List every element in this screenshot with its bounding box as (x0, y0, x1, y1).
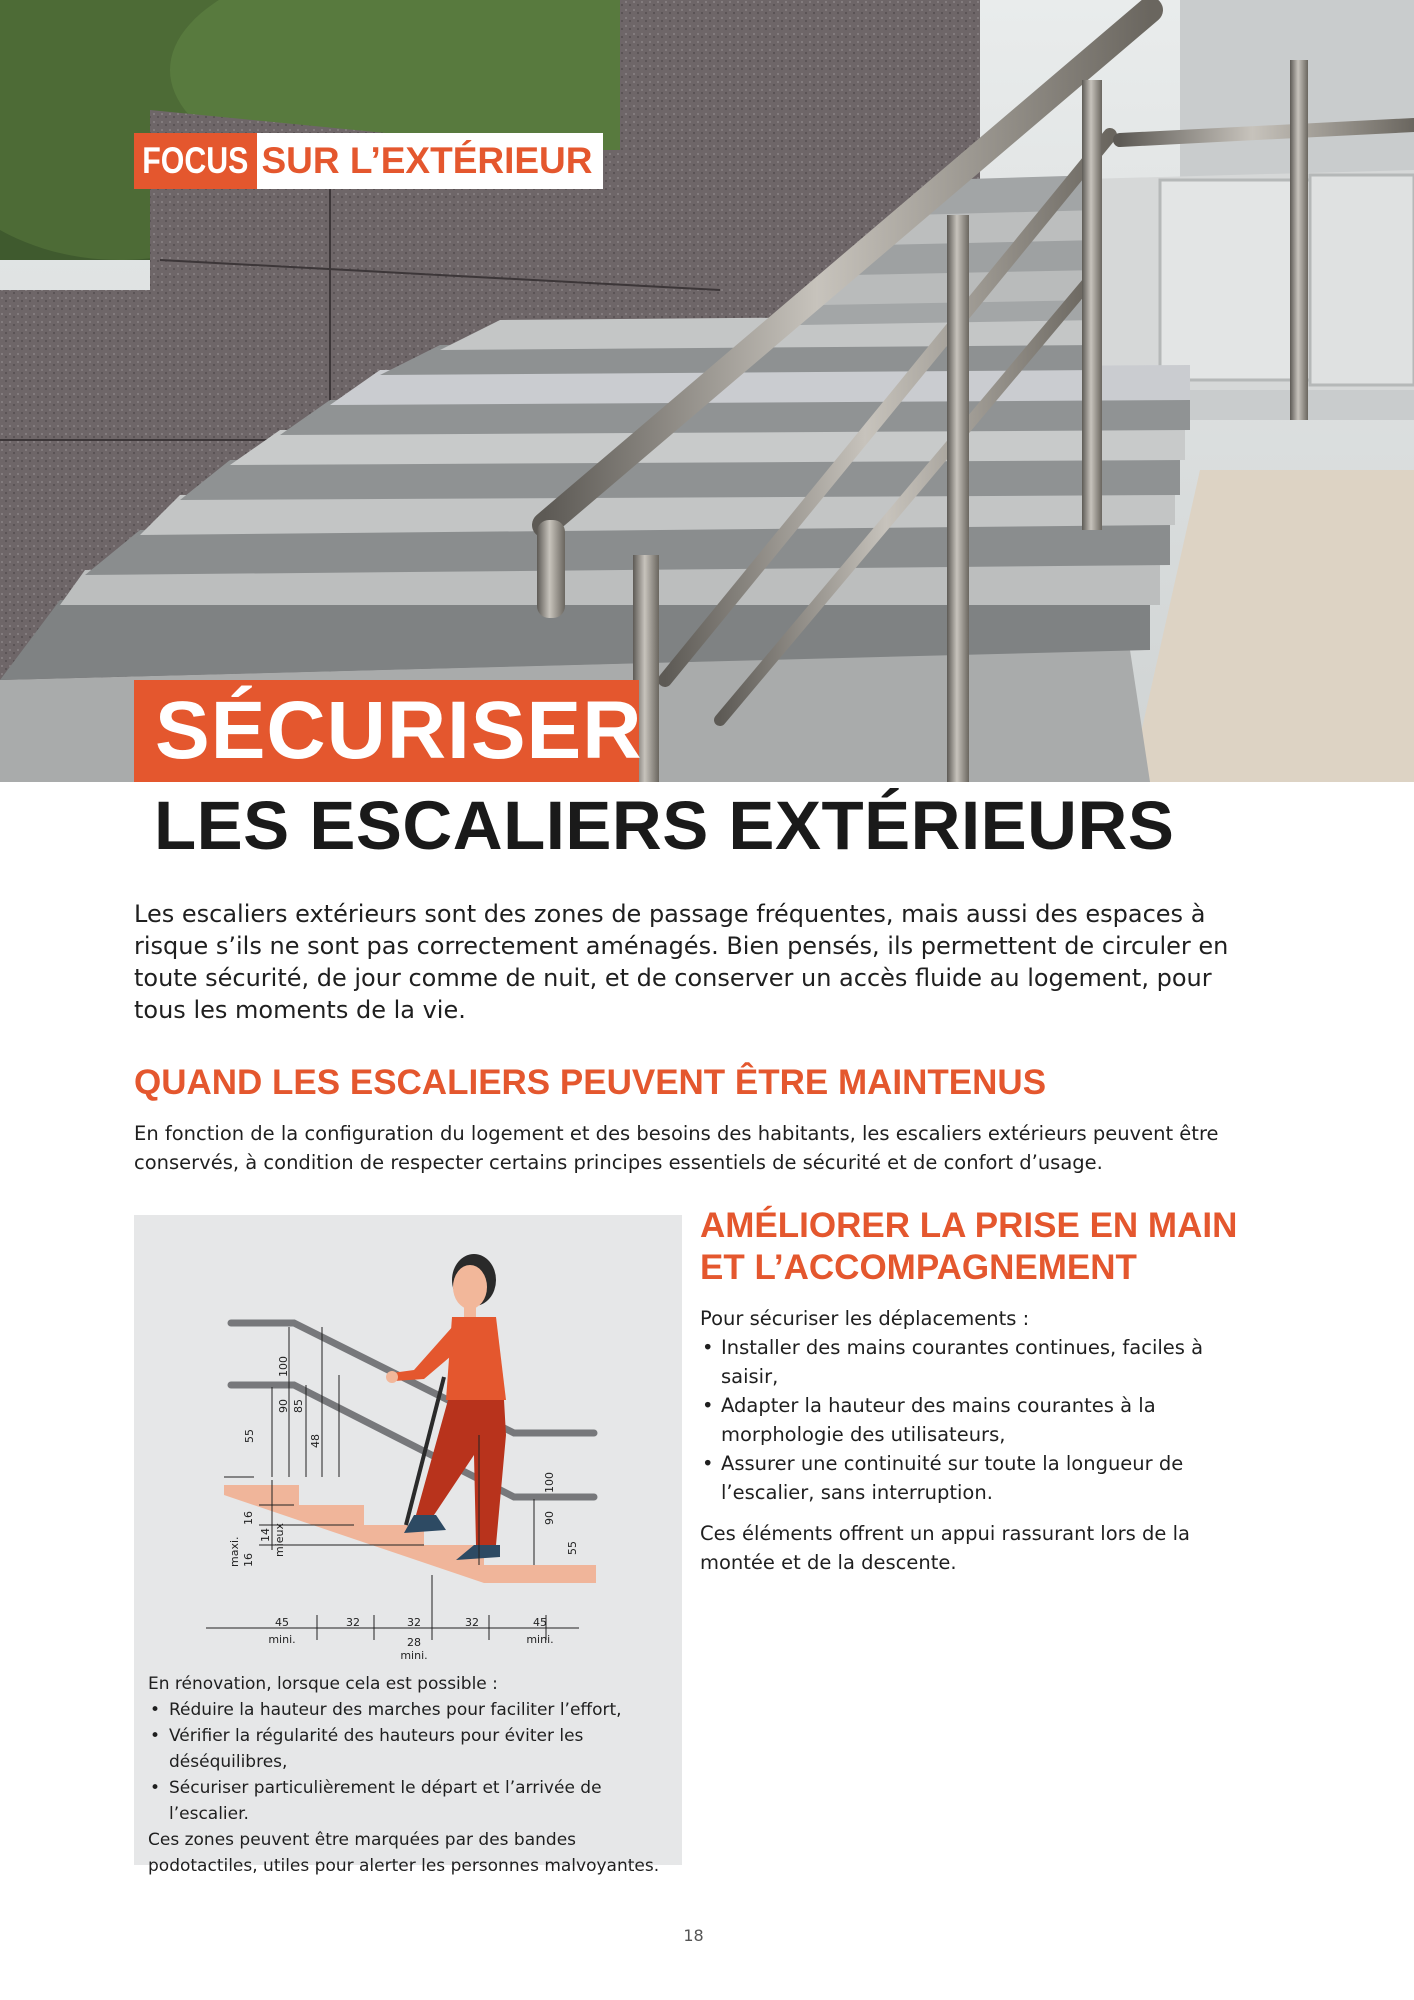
list-item: • Sécuriser particulièrement le départ et l’arrivée de l’escalier. (148, 1775, 674, 1827)
dim-45-left: 45 (275, 1616, 289, 1629)
dim-32-a: 32 (346, 1616, 360, 1629)
dim-14: 14 (259, 1528, 272, 1542)
dim-85: 85 (292, 1399, 305, 1413)
dim-16-a: 16 (242, 1511, 255, 1525)
dim-maxi: maxi. (228, 1536, 241, 1567)
intro-paragraph: Les escaliers extérieurs sont des zones de passage fréquentes, mais aussi des espaces à risque s’ils ne sont pas correctement aménagés. Bien pensés, ils permettent de circuler en toute sécurité, de jour comme de nuit, et de conserver un accès fluide au logement, pour tous les moments de la vie. (134, 900, 1229, 1024)
handrail-dimensions-diagram (134, 1215, 682, 1665)
dim-32-b: 32 (407, 1616, 421, 1629)
section-body-ameliorer (700, 1304, 1260, 1577)
dim-45-right: 45 (533, 1616, 547, 1629)
dim-16-b: 16 (242, 1553, 255, 1567)
dim-90-left: 90 (277, 1399, 290, 1413)
dim-mini-left: mini. (268, 1633, 296, 1646)
section-tag (134, 133, 603, 189)
list-item: • Vérifier la régularité des hauteurs pour éviter les déséquilibres, (148, 1723, 674, 1775)
ameliorer-intro: Pour sécuriser les déplacements : (700, 1307, 1030, 1330)
list-item: • Réduire la hauteur des marches pour faciliter l’effort, (148, 1697, 674, 1723)
dim-100-left: 100 (277, 1356, 290, 1377)
dim-55-left: 55 (243, 1429, 256, 1443)
section-text-quand: En fonction de la configuration du logement et des besoins des habitants, les escaliers extérieurs peuvent être conservés, à condition de respecter certains principes essentiels de sécurité et de confort d’usage. (134, 1122, 1219, 1174)
section-heading-ameliorer: AMÉLIORER LA PRISE EN MAIN ET L’ACCOMPAGNEMENT (700, 1206, 1238, 1287)
renovation-text (148, 1671, 674, 1879)
renovation-outro: Ces zones peuvent être marquées par des bandes podotactiles, utiles pour alerter les personnes malvoyantes. (148, 1830, 660, 1876)
dim-mieux: mieux (273, 1522, 286, 1557)
renovation-list (148, 1697, 674, 1827)
dim-90-right: 90 (543, 1511, 556, 1525)
dim-mini-right: mini. (526, 1633, 554, 1646)
person-figure (386, 1254, 506, 1560)
list-item: • Assurer une continuité sur toute la longueur de l’escalier, sans interruption. (700, 1449, 1260, 1507)
tag-focus: FOCUS (134, 133, 257, 189)
page-number: 18 (683, 1926, 704, 1945)
ameliorer-outro: Ces éléments offrent un appui rassurant lors de la montée et de la descente. (700, 1522, 1190, 1574)
page-title-line2: LES ESCALIERS EXTÉRIEURS (154, 787, 1175, 864)
dim-48: 48 (309, 1434, 322, 1448)
list-item: • Installer des mains courantes continues, faciles à saisir, (700, 1333, 1260, 1391)
dim-28: 28 (407, 1636, 421, 1649)
dim-100-right: 100 (543, 1472, 556, 1493)
section-heading-quand: QUAND LES ESCALIERS PEUVENT ÊTRE MAINTENUS (134, 1063, 1047, 1102)
page-title-line1: SÉCURISER (155, 685, 643, 776)
tag-topic: SUR L’EXTÉRIEUR (256, 133, 603, 189)
ameliorer-list (700, 1333, 1260, 1507)
hero-photo-stairs (0, 0, 1414, 782)
renovation-intro: En rénovation, lorsque cela est possible : (148, 1674, 498, 1694)
list-item: • Adapter la hauteur des mains courantes à la morphologie des utilisateurs, (700, 1391, 1260, 1449)
dim-32-c: 32 (465, 1616, 479, 1629)
dim-55-right: 55 (566, 1541, 579, 1555)
dim-mini-mid: mini. (400, 1649, 428, 1662)
